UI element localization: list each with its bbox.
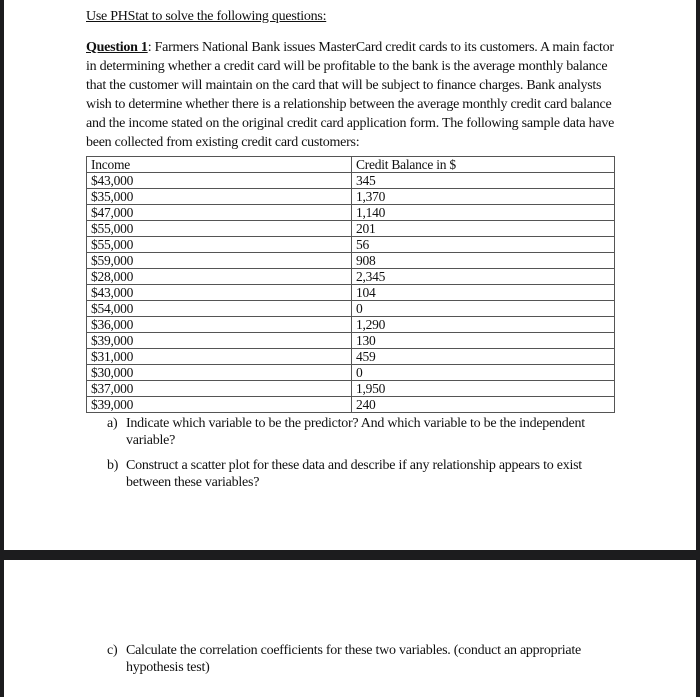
- table-row: [87, 317, 615, 333]
- table-row: [87, 333, 615, 349]
- item-text: Indicate which variable to be the predictor? And which variable to be the independent variable?: [126, 416, 585, 448]
- table-row: [87, 349, 615, 365]
- table-row: [87, 285, 615, 301]
- credit-balance-cell: 345: [352, 173, 615, 189]
- question-paragraph: [86, 38, 626, 152]
- page-2: [4, 560, 696, 697]
- credit-balance-cell: 2,345: [352, 269, 615, 285]
- income-cell: $59,000: [87, 253, 352, 269]
- income-cell: $28,000: [87, 269, 352, 285]
- credit-balance-cell: 0: [352, 301, 615, 317]
- credit-balance-cell: 104: [352, 285, 615, 301]
- income-cell: $30,000: [87, 365, 352, 381]
- table-row: [87, 189, 615, 205]
- header-income: Income: [87, 157, 352, 173]
- credit-balance-cell: 240: [352, 397, 615, 413]
- item-text: Construct a scatter plot for these data and describe if any relationship appears to exist between these variables?: [126, 458, 582, 490]
- income-cell: $35,000: [87, 189, 352, 205]
- table-row: [87, 173, 615, 189]
- table-row: [87, 301, 615, 317]
- income-cell: $55,000: [87, 237, 352, 253]
- table-header-row: [87, 157, 615, 173]
- table-row: [87, 381, 615, 397]
- credit-balance-cell: 201: [352, 221, 615, 237]
- page-1: [4, 0, 696, 550]
- table-row: [87, 269, 615, 285]
- income-cell: $36,000: [87, 317, 352, 333]
- data-table: [86, 156, 615, 413]
- item-b: [107, 457, 597, 491]
- credit-balance-cell: 1,370: [352, 189, 615, 205]
- credit-balance-cell: 0: [352, 365, 615, 381]
- table-row: [87, 205, 615, 221]
- heading-text: Use PHStat to solve the following questions:: [86, 9, 327, 24]
- page-1-content: [86, 7, 626, 491]
- table-row: [87, 237, 615, 253]
- credit-balance-cell: 1,950: [352, 381, 615, 397]
- credit-balance-cell: 459: [352, 349, 615, 365]
- income-cell: $54,000: [87, 301, 352, 317]
- income-cell: $39,000: [87, 397, 352, 413]
- table-row: [87, 253, 615, 269]
- question-label: Question 1: [86, 40, 148, 55]
- income-cell: $31,000: [87, 349, 352, 365]
- income-cell: $55,000: [87, 221, 352, 237]
- income-cell: $43,000: [87, 285, 352, 301]
- credit-balance-cell: 130: [352, 333, 615, 349]
- item-a: [107, 415, 597, 449]
- heading: [86, 7, 626, 26]
- income-cell: $43,000: [87, 173, 352, 189]
- income-cell: $47,000: [87, 205, 352, 221]
- table-row: [87, 221, 615, 237]
- item-label: a): [107, 416, 118, 431]
- credit-balance-cell: 908: [352, 253, 615, 269]
- item-c: [107, 642, 597, 676]
- table-row: [87, 365, 615, 381]
- item-text: Calculate the correlation coefficients for these two variables. (conduct an appropriate hypothesis test): [126, 643, 581, 675]
- question-text: : Farmers National Bank issues MasterCard credit cards to its customers. A main factor in determining whether a credit card will be profitable to the bank is the average monthly balance that the customer will maintain on the card that will be subject to finance charges. Bank analysts wish to determine whether there is a relationship between the average monthly credit card balance and the income stated on the original credit card application form. The following sample data have been collected from existing credit card customers:: [86, 40, 615, 150]
- header-credit-balance: Credit Balance in $: [352, 157, 615, 173]
- income-cell: $37,000: [87, 381, 352, 397]
- item-label: c): [107, 643, 118, 658]
- item-label: b): [107, 458, 119, 473]
- credit-balance-cell: 56: [352, 237, 615, 253]
- income-cell: $39,000: [87, 333, 352, 349]
- credit-balance-cell: 1,290: [352, 317, 615, 333]
- credit-balance-cell: 1,140: [352, 205, 615, 221]
- table-row: [87, 397, 615, 413]
